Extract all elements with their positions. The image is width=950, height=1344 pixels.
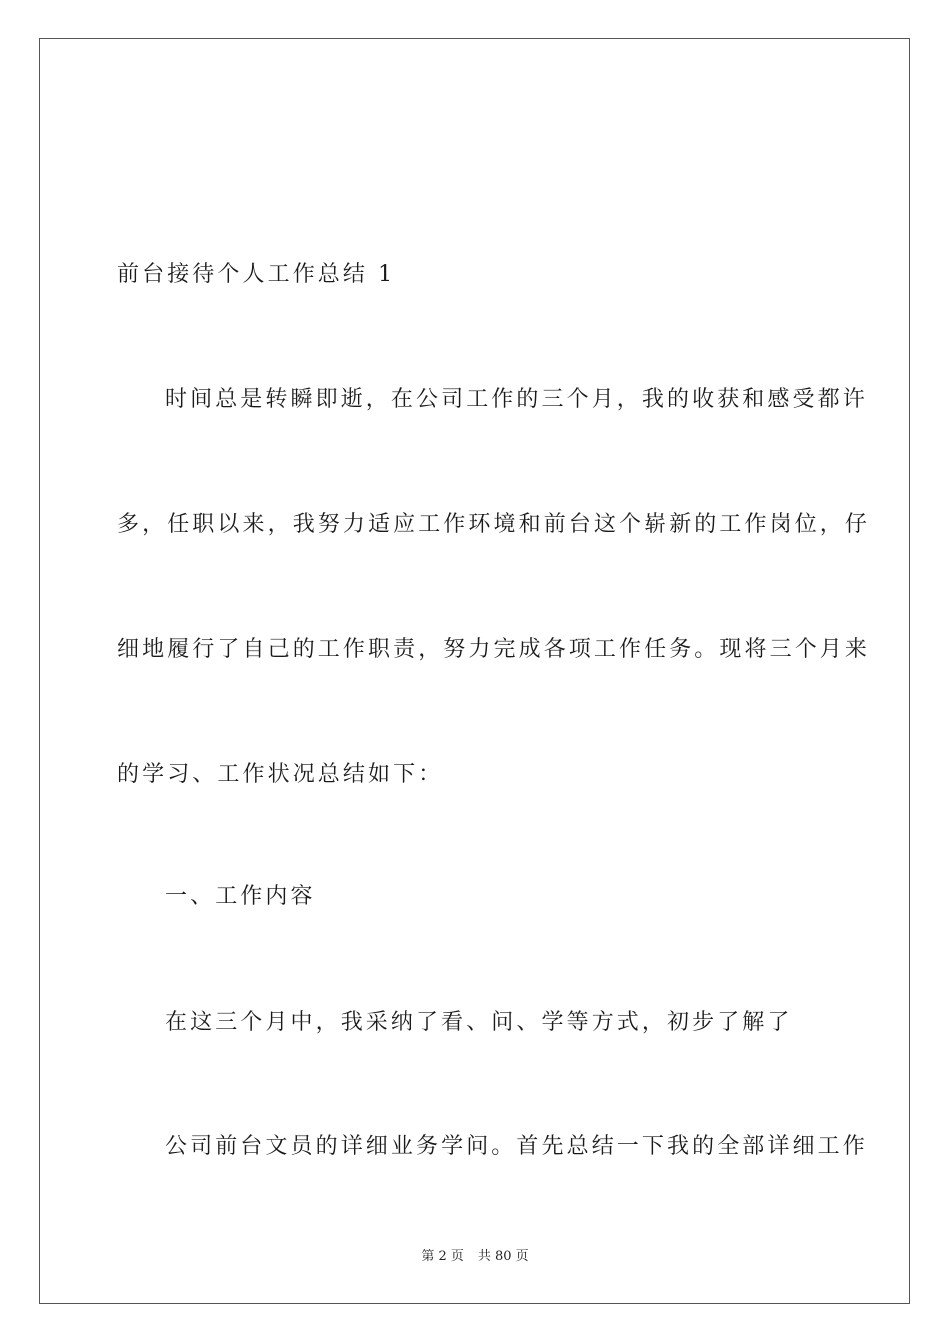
page-border [39, 38, 910, 1304]
paragraph-1-line-4: 的学习、工作状况总结如下： [117, 762, 444, 787]
page-footer [0, 1248, 950, 1266]
paragraph-2-line-1: 在这三个月中，我采纳了看、问、学等方式，初步了解了 [165, 1010, 793, 1035]
section-heading: 一、工作内容 [165, 884, 316, 909]
page-number: 第 2 页 [421, 1249, 464, 1264]
page-total: 共 80 页 [477, 1249, 529, 1264]
paragraph-1-line-3: 细地履行了自己的工作职责，努力完成各项工作任务。现将三个月来 [117, 637, 871, 662]
paragraph-2-line-2: 公司前台文员的详细业务学问。首先总结一下我的全部详细工作 [165, 1134, 868, 1159]
paragraph-1-line-1: 时间总是转瞬即逝，在公司工作的三个月，我的收获和感受都许 [165, 387, 868, 412]
document-title: 前台接待个人工作总结 1 [117, 262, 396, 287]
paragraph-1-line-2: 多，任职以来，我努力适应工作环境和前台这个崭新的工作岗位，仔 [117, 512, 871, 537]
